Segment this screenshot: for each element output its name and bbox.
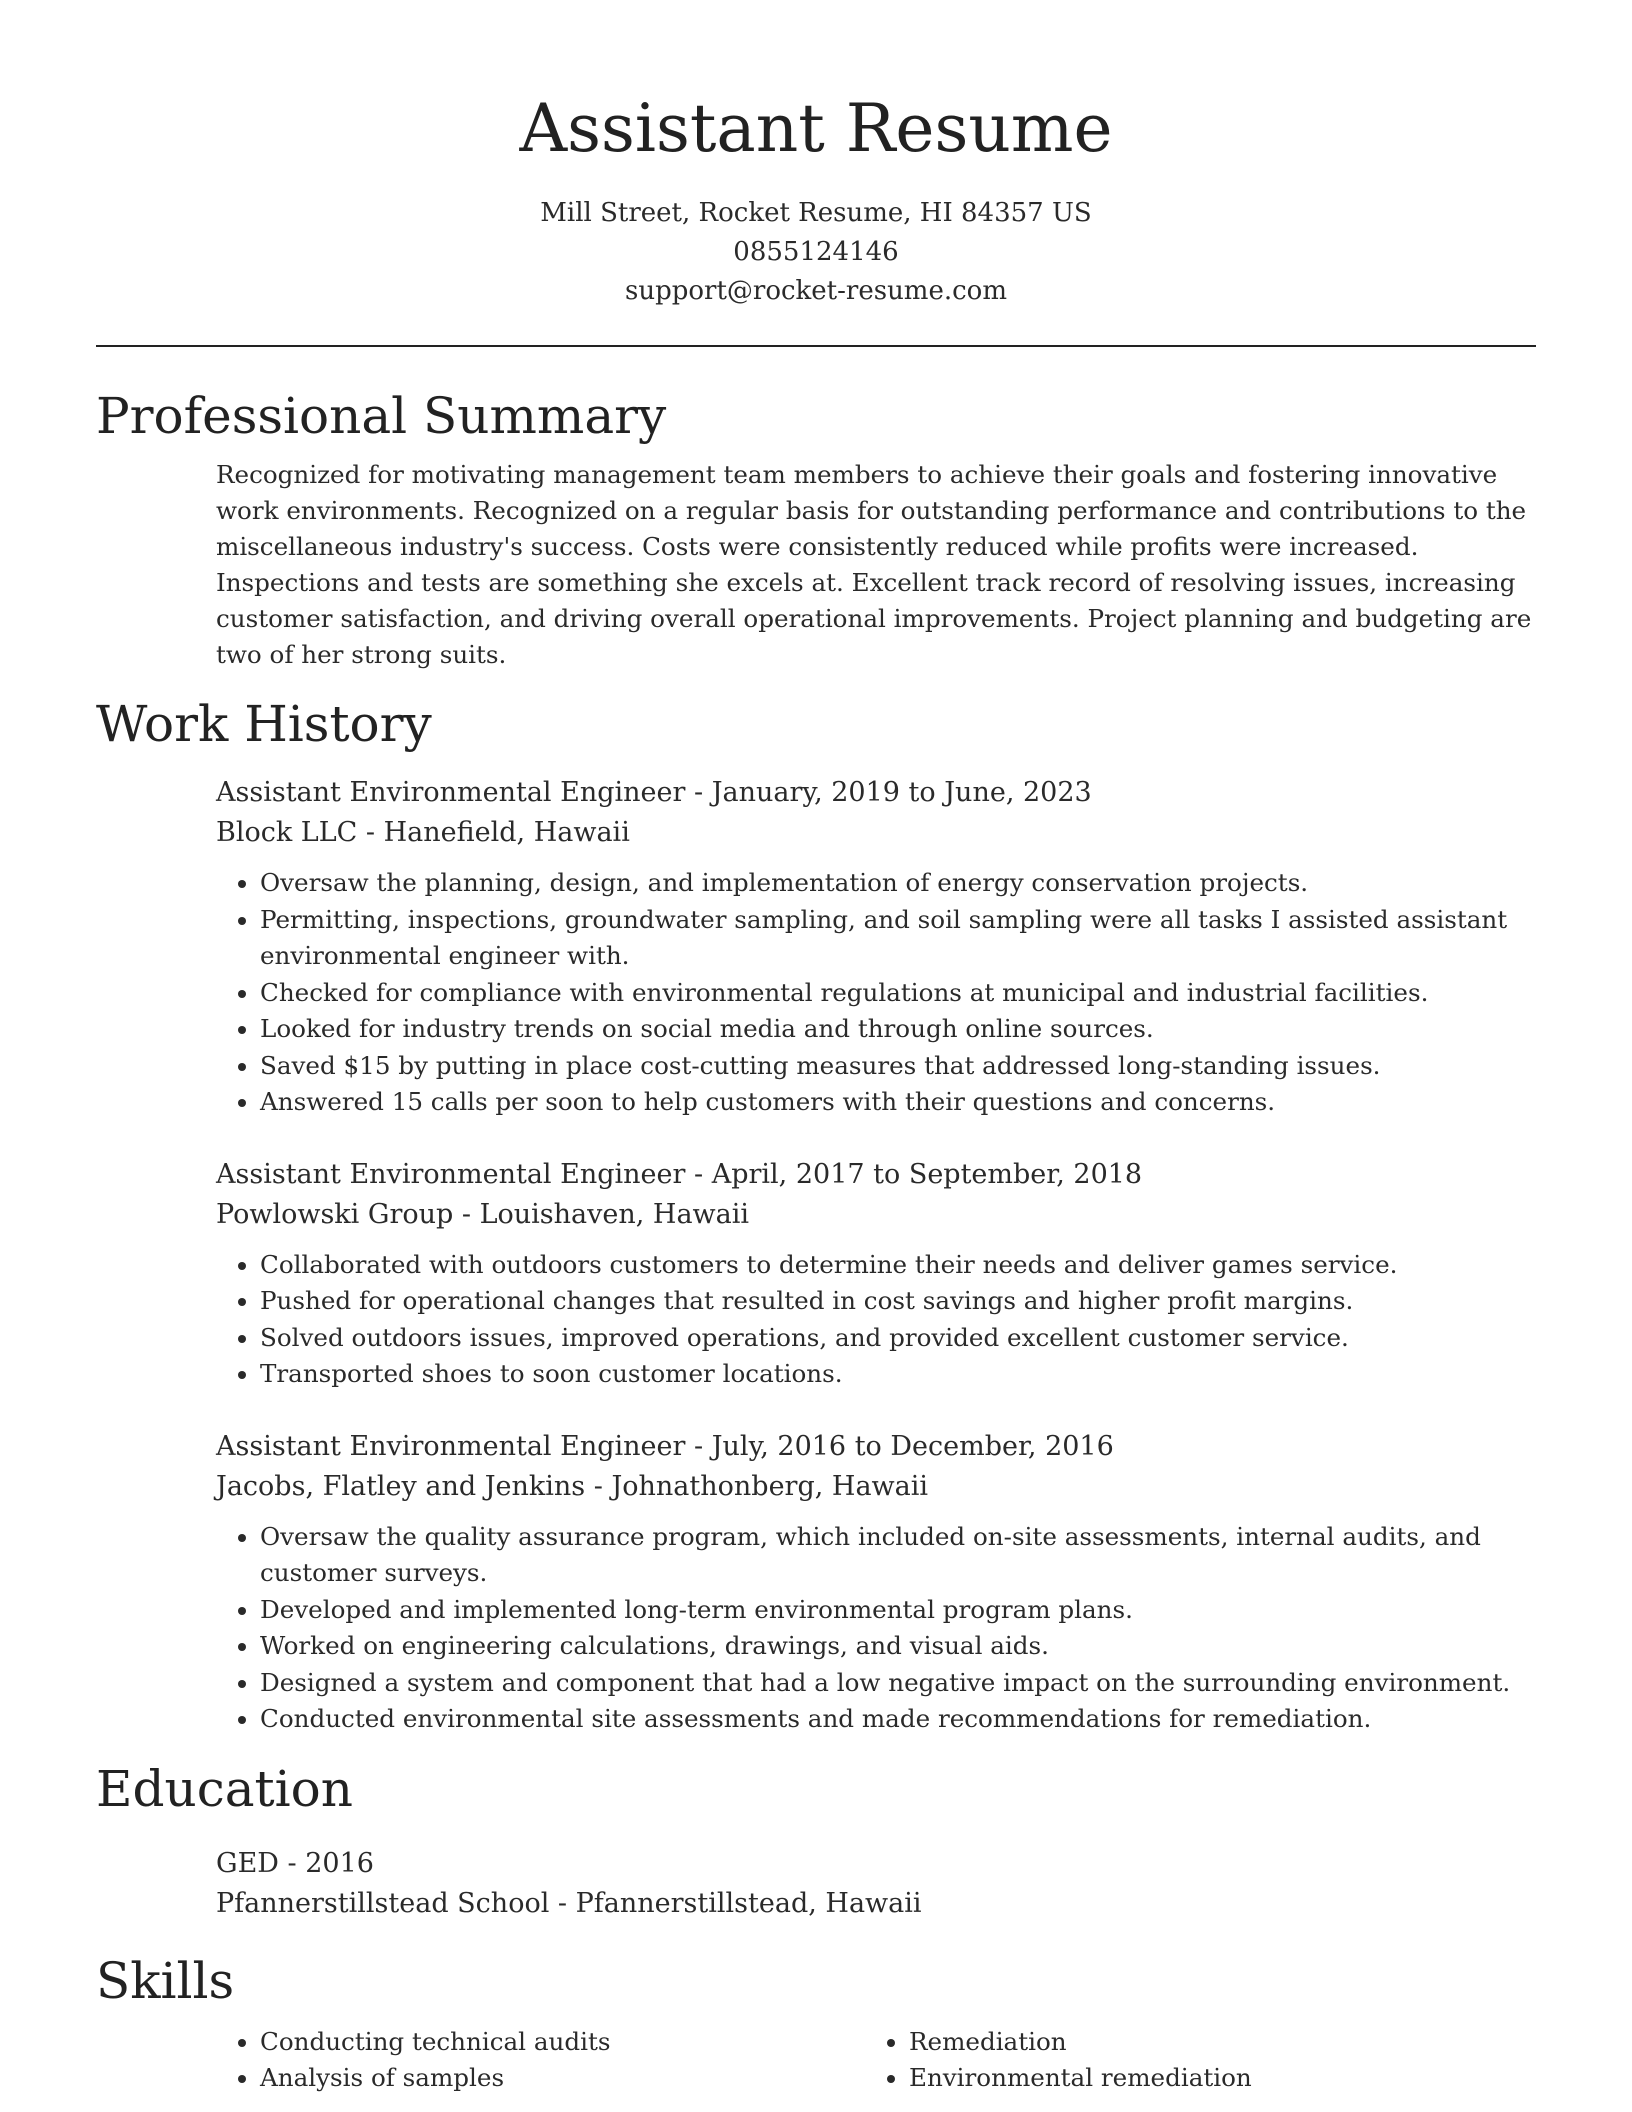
education-degree: GED xyxy=(216,1847,279,1879)
summary-heading: Professional Summary xyxy=(96,387,667,445)
job-company: Powlowski Group xyxy=(216,1198,454,1230)
job-position: Assistant Environmental Engineer xyxy=(216,1158,686,1190)
skill-item: • Environmental remediation xyxy=(909,2060,1514,2096)
job-title-line: Assistant Environmental Engineer - July, 2016 to December, 2016 xyxy=(216,1430,1114,1462)
contact-block xyxy=(96,194,1536,311)
education-entry xyxy=(216,1844,1536,1924)
skills-heading: Skills xyxy=(96,1951,235,2010)
job-title-line: Assistant Environmental Engineer - January, 2019 to June, 2023 xyxy=(216,777,1092,808)
work-history-heading: Work History xyxy=(96,695,432,753)
job-bullets xyxy=(216,1247,1536,1393)
job-bullet: • Collaborated with outdoors customers to determine their needs and deliver games service. xyxy=(260,1247,1536,1284)
job-dates: July, 2016 to December, 2016 xyxy=(711,1430,1114,1462)
job-company-line: Jacobs, Flatley and Jenkins - Johnathonberg, Hawaii xyxy=(216,1470,929,1502)
job-location: Hanefield, Hawaii xyxy=(383,817,630,848)
job-company: Block LLC xyxy=(216,817,358,848)
education-school: Pfannerstillstead School xyxy=(216,1887,550,1919)
summary-text: Recognized for motivating management team members to achieve their goals and fostering innovative work environments. Recognized on a regular basis for outstanding performance and contributions to the miscellaneous industry's success. Costs were consistently reduced while profits were increased. Inspections and tests are something she excels at. Excellent track record of resolving issues, increasing customer satisfaction, and driving overall operational improvements. Project planning and budgeting are two of her strong suits. xyxy=(216,460,1532,669)
job-dates: January, 2019 to June, 2023 xyxy=(711,777,1092,808)
job-bullet: • Oversaw the planning, design, and implementation of energy conservation projects. xyxy=(260,865,1536,902)
job-bullet: • Designed a system and component that had a low negative impact on the surrounding environment. xyxy=(260,1665,1536,1702)
job-company-line: Powlowski Group - Louishaven, Hawaii xyxy=(216,1198,750,1230)
skills-list xyxy=(216,2024,1536,2096)
contact-phone: 0855124146 xyxy=(733,237,899,267)
job-bullet: • Oversaw the quality assurance program, which included on-site assessments, internal audits, and customer surveys. xyxy=(260,1519,1536,1592)
job-bullet: • Pushed for operational changes that resulted in cost savings and higher profit margins. xyxy=(260,1283,1536,1320)
job-entry xyxy=(216,773,1536,1121)
job-bullet: • Answered 15 calls per soon to help customers with their questions and concerns. xyxy=(260,1084,1536,1121)
education-location: Pfannerstillstead, Hawaii xyxy=(575,1887,922,1919)
job-bullet: • Looked for industry trends on social media and through online sources. xyxy=(260,1011,1536,1048)
job-company: Jacobs, Flatley and Jenkins xyxy=(216,1470,586,1502)
education-year: 2016 xyxy=(305,1847,374,1879)
resume-header xyxy=(96,0,1536,311)
job-title-line: Assistant Environmental Engineer - April, 2017 to September, 2018 xyxy=(216,1158,1143,1190)
job-position: Assistant Environmental Engineer xyxy=(216,777,686,808)
job-bullets xyxy=(216,1519,1536,1738)
job-bullet: • Developed and implemented long-term environmental program plans. xyxy=(260,1592,1536,1629)
skill-item: • Conducting technical audits xyxy=(260,2024,865,2060)
skills-column-right xyxy=(865,2024,1514,2096)
education-degree-line: GED - 2016 xyxy=(216,1847,374,1879)
education-heading: Education xyxy=(96,1759,353,1818)
skill-item: • Analysis of samples xyxy=(260,2060,865,2096)
job-bullet: • Conducted environmental site assessments and made recommendations for remediation. xyxy=(260,1701,1536,1738)
skill-item: • Remediation xyxy=(909,2024,1514,2060)
resume-title: Assistant Resume xyxy=(519,90,1113,167)
job-location: Johnathonberg, Hawaii xyxy=(611,1470,929,1502)
job-entry xyxy=(216,1155,1536,1393)
job-dates: April, 2017 to September, 2018 xyxy=(711,1158,1143,1190)
job-bullets xyxy=(216,865,1536,1121)
job-bullet: • Permitting, inspections, groundwater sampling, and soil sampling were all tasks I assisted assistant environmental engineer with. xyxy=(260,902,1536,975)
job-position: Assistant Environmental Engineer xyxy=(216,1430,686,1462)
job-bullet: • Transported shoes to soon customer locations. xyxy=(260,1356,1536,1393)
job-entry xyxy=(216,1427,1536,1738)
education-school-line: Pfannerstillstead School - Pfannerstillstead, Hawaii xyxy=(216,1887,922,1919)
contact-address: Mill Street, Rocket Resume, HI 84357 US xyxy=(540,198,1092,228)
job-bullet: • Checked for compliance with environmental regulations at municipal and industrial facilities. xyxy=(260,975,1536,1012)
job-company-line: Block LLC - Hanefield, Hawaii xyxy=(216,817,630,848)
job-bullet: • Saved $15 by putting in place cost-cutting measures that addressed long-standing issues. xyxy=(260,1048,1536,1085)
resume-page xyxy=(96,0,1536,2112)
contact-email: support@rocket-resume.com xyxy=(624,276,1007,306)
skills-column-left xyxy=(216,2024,865,2096)
job-bullet: • Solved outdoors issues, improved operations, and provided excellent customer service. xyxy=(260,1320,1536,1357)
job-location: Louishaven, Hawaii xyxy=(479,1198,750,1230)
job-bullet: • Worked on engineering calculations, drawings, and visual aids. xyxy=(260,1628,1536,1665)
header-divider xyxy=(96,345,1536,347)
